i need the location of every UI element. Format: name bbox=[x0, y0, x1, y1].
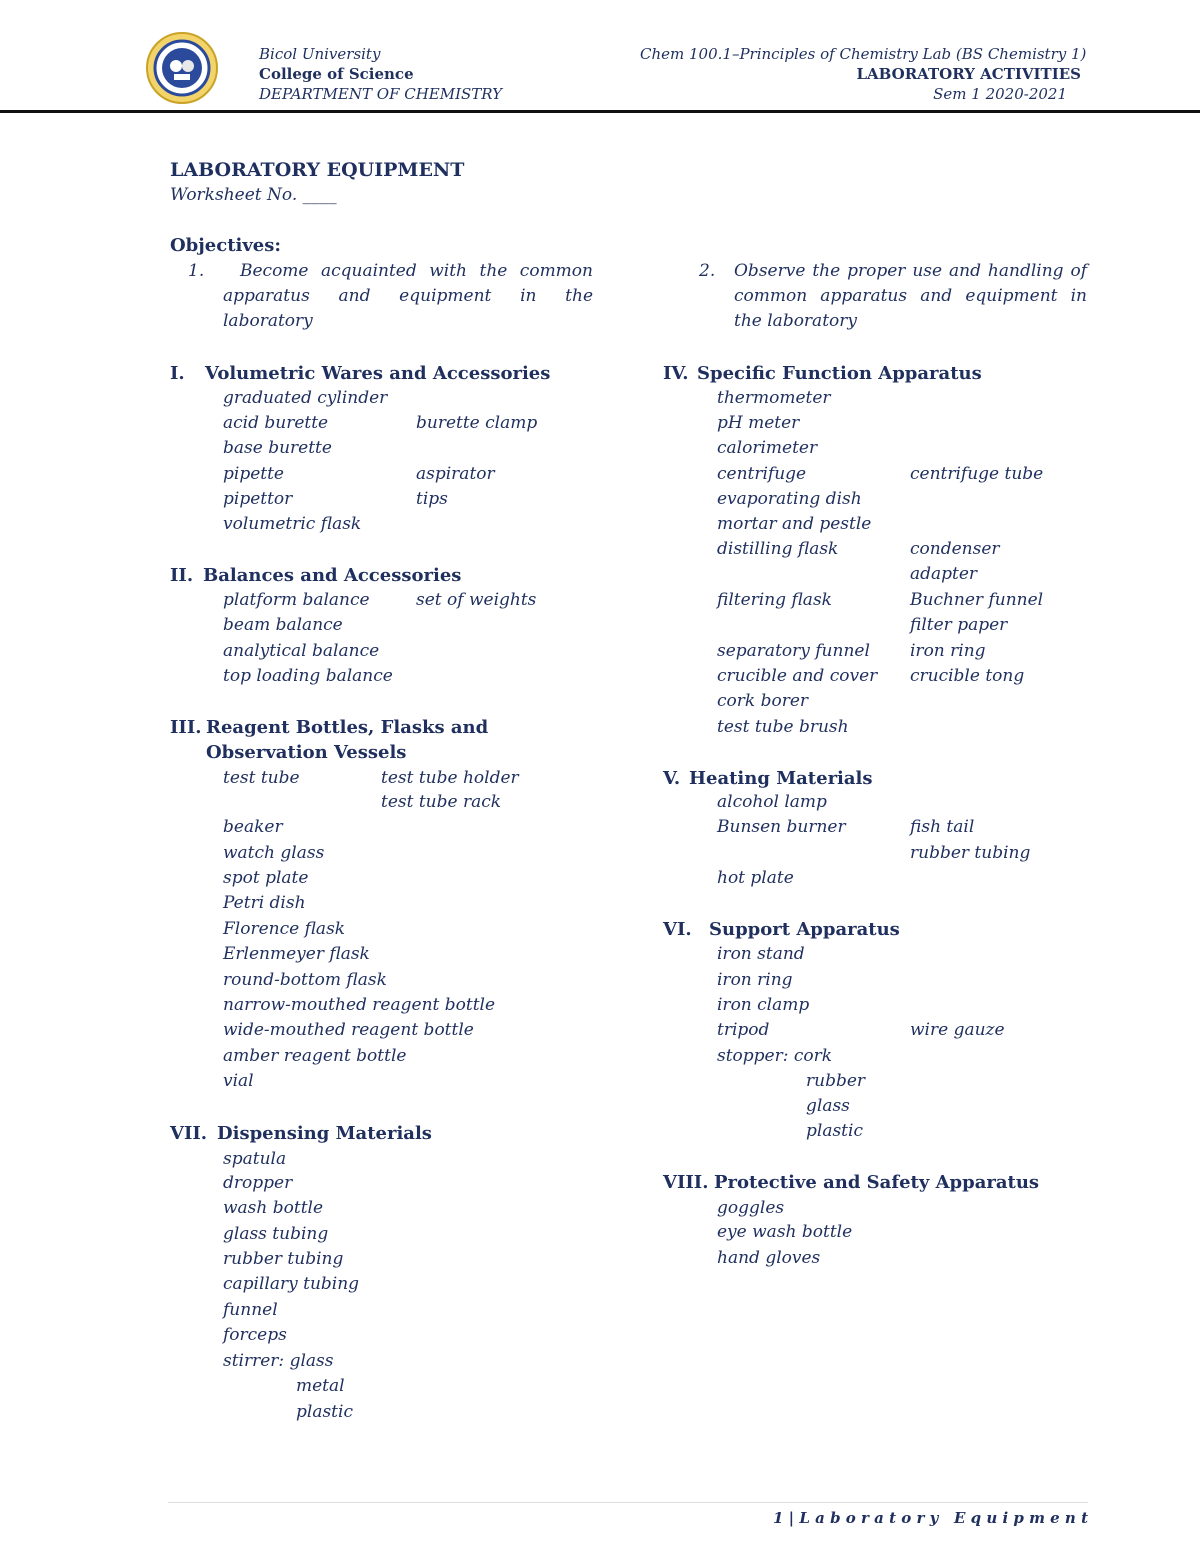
section-7-title: Dispensing Materials bbox=[217, 1123, 432, 1144]
list-item: wash bottle bbox=[223, 1198, 324, 1218]
list-item: amber reagent bottle bbox=[223, 1046, 407, 1066]
list-item: Bunsen burner bbox=[717, 817, 846, 837]
section-8-title: Protective and Safety Apparatus bbox=[714, 1172, 1040, 1193]
list-item: stopper: cork bbox=[717, 1046, 833, 1066]
section-8-number: VIII. bbox=[663, 1172, 709, 1193]
list-item: hot plate bbox=[717, 868, 794, 888]
list-item: spot plate bbox=[223, 868, 309, 888]
section-3-number: III. bbox=[170, 717, 202, 738]
list-item: plastic bbox=[806, 1121, 863, 1141]
section-2-number: II. bbox=[170, 565, 194, 586]
list-item: test tube holder bbox=[381, 768, 519, 788]
list-item: pipette bbox=[223, 464, 284, 484]
department-name: DEPARTMENT OF CHEMISTRY bbox=[259, 85, 503, 103]
list-item: wire gauze bbox=[910, 1020, 1005, 1040]
list-item: adapter bbox=[910, 564, 978, 584]
activity-label: LABORATORY ACTIVITIES bbox=[856, 65, 1081, 83]
objective-2-number: 2. bbox=[699, 261, 716, 281]
list-item: base burette bbox=[223, 438, 332, 458]
semester-label: Sem 1 2020-2021 bbox=[933, 85, 1067, 103]
list-item: Petri dish bbox=[223, 893, 306, 913]
list-item: filter paper bbox=[910, 615, 1008, 635]
list-item: goggles bbox=[717, 1198, 785, 1218]
list-item: fish tail bbox=[910, 817, 975, 837]
list-item: wide-mouthed reagent bottle bbox=[223, 1020, 474, 1040]
university-seal-logo bbox=[146, 32, 218, 104]
section-5-number: V. bbox=[663, 768, 681, 789]
objective-1-text: Become acquainted with the common apparatus and equipment in the laboratory bbox=[223, 261, 593, 331]
worksheet-number: Worksheet No. ____ bbox=[170, 185, 337, 205]
list-item: mortar and pestle bbox=[717, 514, 872, 534]
list-item: burette clamp bbox=[416, 413, 538, 433]
list-item: forceps bbox=[223, 1325, 287, 1345]
list-item: rubber tubing bbox=[910, 843, 1031, 863]
section-4-number: IV. bbox=[663, 363, 689, 384]
list-item: glass bbox=[806, 1096, 850, 1116]
list-item: iron ring bbox=[717, 970, 793, 990]
list-item: test tube brush bbox=[717, 717, 849, 737]
page-footer: 1 | L a b o r a t o r y E q u i p m e n t bbox=[773, 1509, 1088, 1527]
list-item: distilling flask bbox=[717, 539, 839, 559]
list-item: acid burette bbox=[223, 413, 329, 433]
list-item: pipettor bbox=[223, 489, 293, 509]
list-item: iron stand bbox=[717, 944, 805, 964]
list-item: glass tubing bbox=[223, 1224, 329, 1244]
objectives-heading: Objectives: bbox=[170, 235, 282, 256]
list-item: funnel bbox=[223, 1300, 278, 1320]
list-item: pH meter bbox=[717, 413, 800, 433]
course-title: Chem 100.1–Principles of Chemistry Lab (BS Chemistry 1) bbox=[640, 45, 1087, 63]
list-item: metal bbox=[296, 1376, 345, 1396]
list-item: beaker bbox=[223, 817, 283, 837]
list-item: analytical balance bbox=[223, 641, 380, 661]
list-item: evaporating dish bbox=[717, 489, 862, 509]
list-item: crucible tong bbox=[910, 666, 1025, 686]
list-item: thermometer bbox=[717, 388, 831, 408]
list-item: volumetric flask bbox=[223, 514, 362, 534]
section-6-number: VI. bbox=[663, 919, 692, 940]
list-item: filtering flask bbox=[717, 590, 832, 610]
list-item: test tube rack bbox=[381, 792, 502, 812]
section-1-number: I. bbox=[170, 363, 185, 384]
list-item: crucible and cover bbox=[717, 666, 878, 686]
list-item: alcohol lamp bbox=[717, 792, 827, 812]
list-item: Erlenmeyer flask bbox=[223, 944, 370, 964]
header-rule bbox=[0, 110, 1200, 113]
section-2-title: Balances and Accessories bbox=[203, 565, 462, 586]
list-item: tips bbox=[416, 489, 448, 509]
list-item: iron ring bbox=[910, 641, 986, 661]
list-item: beam balance bbox=[223, 615, 343, 635]
list-item: rubber bbox=[806, 1071, 866, 1091]
list-item: aspirator bbox=[416, 464, 495, 484]
list-item: centrifuge tube bbox=[910, 464, 1044, 484]
list-item: top loading balance bbox=[223, 666, 393, 686]
list-item: iron clamp bbox=[717, 995, 810, 1015]
list-item: dropper bbox=[223, 1173, 293, 1193]
section-5-title: Heating Materials bbox=[689, 768, 873, 789]
list-item: plastic bbox=[296, 1402, 353, 1422]
section-3-title-line-1: Reagent Bottles, Flasks and bbox=[206, 717, 489, 738]
list-item: test tube bbox=[223, 768, 300, 788]
section-7-number: VII. bbox=[170, 1123, 208, 1144]
list-item: centrifuge bbox=[717, 464, 807, 484]
list-item: vial bbox=[223, 1071, 254, 1091]
list-item: cork borer bbox=[717, 691, 809, 711]
list-item: set of weights bbox=[416, 590, 537, 610]
list-item: Florence flask bbox=[223, 919, 346, 939]
section-4-title: Specific Function Apparatus bbox=[697, 363, 982, 384]
list-item: round-bottom flask bbox=[223, 970, 387, 990]
list-item: narrow-mouthed reagent bottle bbox=[223, 995, 496, 1015]
footer-rule bbox=[168, 1502, 1088, 1503]
list-item: capillary tubing bbox=[223, 1274, 360, 1294]
list-item: spatula bbox=[223, 1149, 287, 1169]
list-item: Buchner funnel bbox=[910, 590, 1044, 610]
list-item: tripod bbox=[717, 1020, 770, 1040]
list-item: separatory funnel bbox=[717, 641, 870, 661]
section-3-title-line-2: Observation Vessels bbox=[206, 742, 407, 763]
objective-1-number: 1. bbox=[188, 261, 205, 281]
list-item: hand gloves bbox=[717, 1248, 821, 1268]
list-item: rubber tubing bbox=[223, 1249, 344, 1269]
list-item: graduated cylinder bbox=[223, 388, 388, 408]
list-item: watch glass bbox=[223, 843, 325, 863]
page-title: LABORATORY EQUIPMENT bbox=[170, 159, 465, 181]
section-1-title: Volumetric Wares and Accessories bbox=[205, 363, 551, 384]
list-item: eye wash bottle bbox=[717, 1222, 853, 1242]
list-item: stirrer: glass bbox=[223, 1351, 334, 1371]
college-name: College of Science bbox=[259, 65, 414, 83]
section-6-title: Support Apparatus bbox=[709, 919, 900, 940]
list-item: calorimeter bbox=[717, 438, 818, 458]
objective-2-text: Observe the proper use and handling of common apparatus and equipment in the laboratory bbox=[734, 261, 1087, 331]
list-item: condenser bbox=[910, 539, 1000, 559]
university-name: Bicol University bbox=[259, 45, 381, 63]
list-item: platform balance bbox=[223, 590, 370, 610]
